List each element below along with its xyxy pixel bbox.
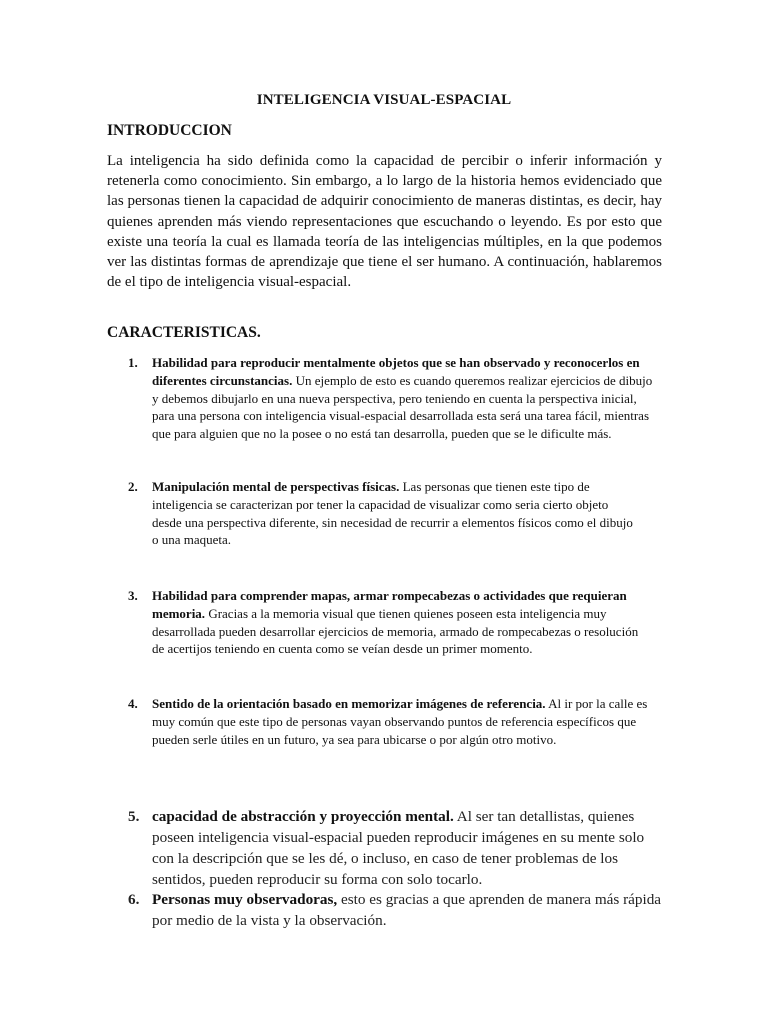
list-item-body [152,354,658,443]
list-item-lead: Personas muy observadoras, [152,891,338,908]
characteristics-heading: CARACTERISTICAS. [107,324,261,341]
list-item-number: 5. [128,808,140,825]
intro-paragraph: La inteligencia ha sido definida como la capacidad de percibir o inferir información y retenerla como conocimiento. Sin embargo, a lo largo de la historia hemos evidenciado que las personas tienen la capacidad de adquirir conocimiento de maneras distintas, es decir, hay quienes aprenden más viendo representaciones que escuchando o leyendo. Es por esto que existe una teoría la cual es llamada teoría de las inteligencias múltiples, en la que podemos ver las distintas formas de aprendizaje que tiene el ser humano. A continuación, hablaremos de el tipo de inteligencia visual-espacial. [107,153,662,291]
list-item [128,695,653,748]
list-item-lead: Manipulación mental de perspectivas físicas. [152,479,400,494]
list-item [128,478,638,549]
intro-heading: INTRODUCCION [107,122,232,139]
list-item-number: 2. [128,479,138,494]
list-item-lead: Sentido de la orientación basado en memorizar imágenes de referencia. [152,696,546,711]
list-item-body [152,695,653,748]
list-item-number: 1. [128,355,138,370]
list-item-body [152,478,638,549]
list-item-body [152,889,668,931]
list-item-number: 3. [128,588,138,603]
list-item-lead: capacidad de abstracción y proyección mental. [152,808,454,825]
list-item-number: 6. [128,891,140,908]
list-item-number: 4. [128,696,138,711]
list-item-text: Un ejemplo de esto es cuando queremos realizar ejercicios de dibujo y debemos dibujarlo en una nueva perspectiva, pero teniendo en cuenta la perspectiva inicial, para una persona con inteligencia visual-espacial desarrollada esta será una tarea fácil, mientras que para alguien que no la posee o no está tan desarrolla, pueden que se le dificulte más. [152,372,653,442]
list-item [128,354,658,443]
list-item-body [152,806,668,890]
list-item [128,889,668,931]
list-item [128,587,648,658]
list-item [128,806,668,890]
list-item-text: esto es gracias a que aprenden de manera más rápida por medio de la vista y la observación. [152,891,662,929]
list-item-text: Las personas que tienen este tipo de inteligencia se caracterizan por tener la capacidad de visualizar como seria cierto objeto desde una perspectiva diferente, sin necesidad de recurrir a elementos físicos como el dibujo o una maqueta. [152,479,633,548]
list-item-body [152,587,648,658]
document-title: INTELIGENCIA VISUAL-ESPACIAL [256,92,512,108]
list-item-text: Al ser tan detallistas, quienes poseen inteligencia visual-espacial pueden reproducir imágenes en su mente solo con la descripción que se les dé, o incluso, en caso de tener problemas de los sentidos, pueden reproducir su forma con solo tocarlo. [152,808,645,888]
list-item-lead: Habilidad para comprender mapas, armar rompecabezas o actividades que requieran memoria. [152,588,627,621]
list-item-lead: Habilidad para reproducir mentalmente objetos que se han observado y reconocerlos en diferentes circunstancias. [152,355,640,388]
list-item-text: Al ir por la calle es muy común que este tipo de personas vayan observando puntos de referencia específicos que pueden serle útiles en un futuro, ya sea para ubicarse o por algún otro motivo. [152,696,648,747]
list-item-text: Gracias a la memoria visual que tienen quienes poseen esta inteligencia muy desarrollada pueden desarrollar ejercicios de memoria, armado de rompecabezas o resolución de acertijos teniendo en cuenta como se veían desde un primer momento. [152,605,639,657]
